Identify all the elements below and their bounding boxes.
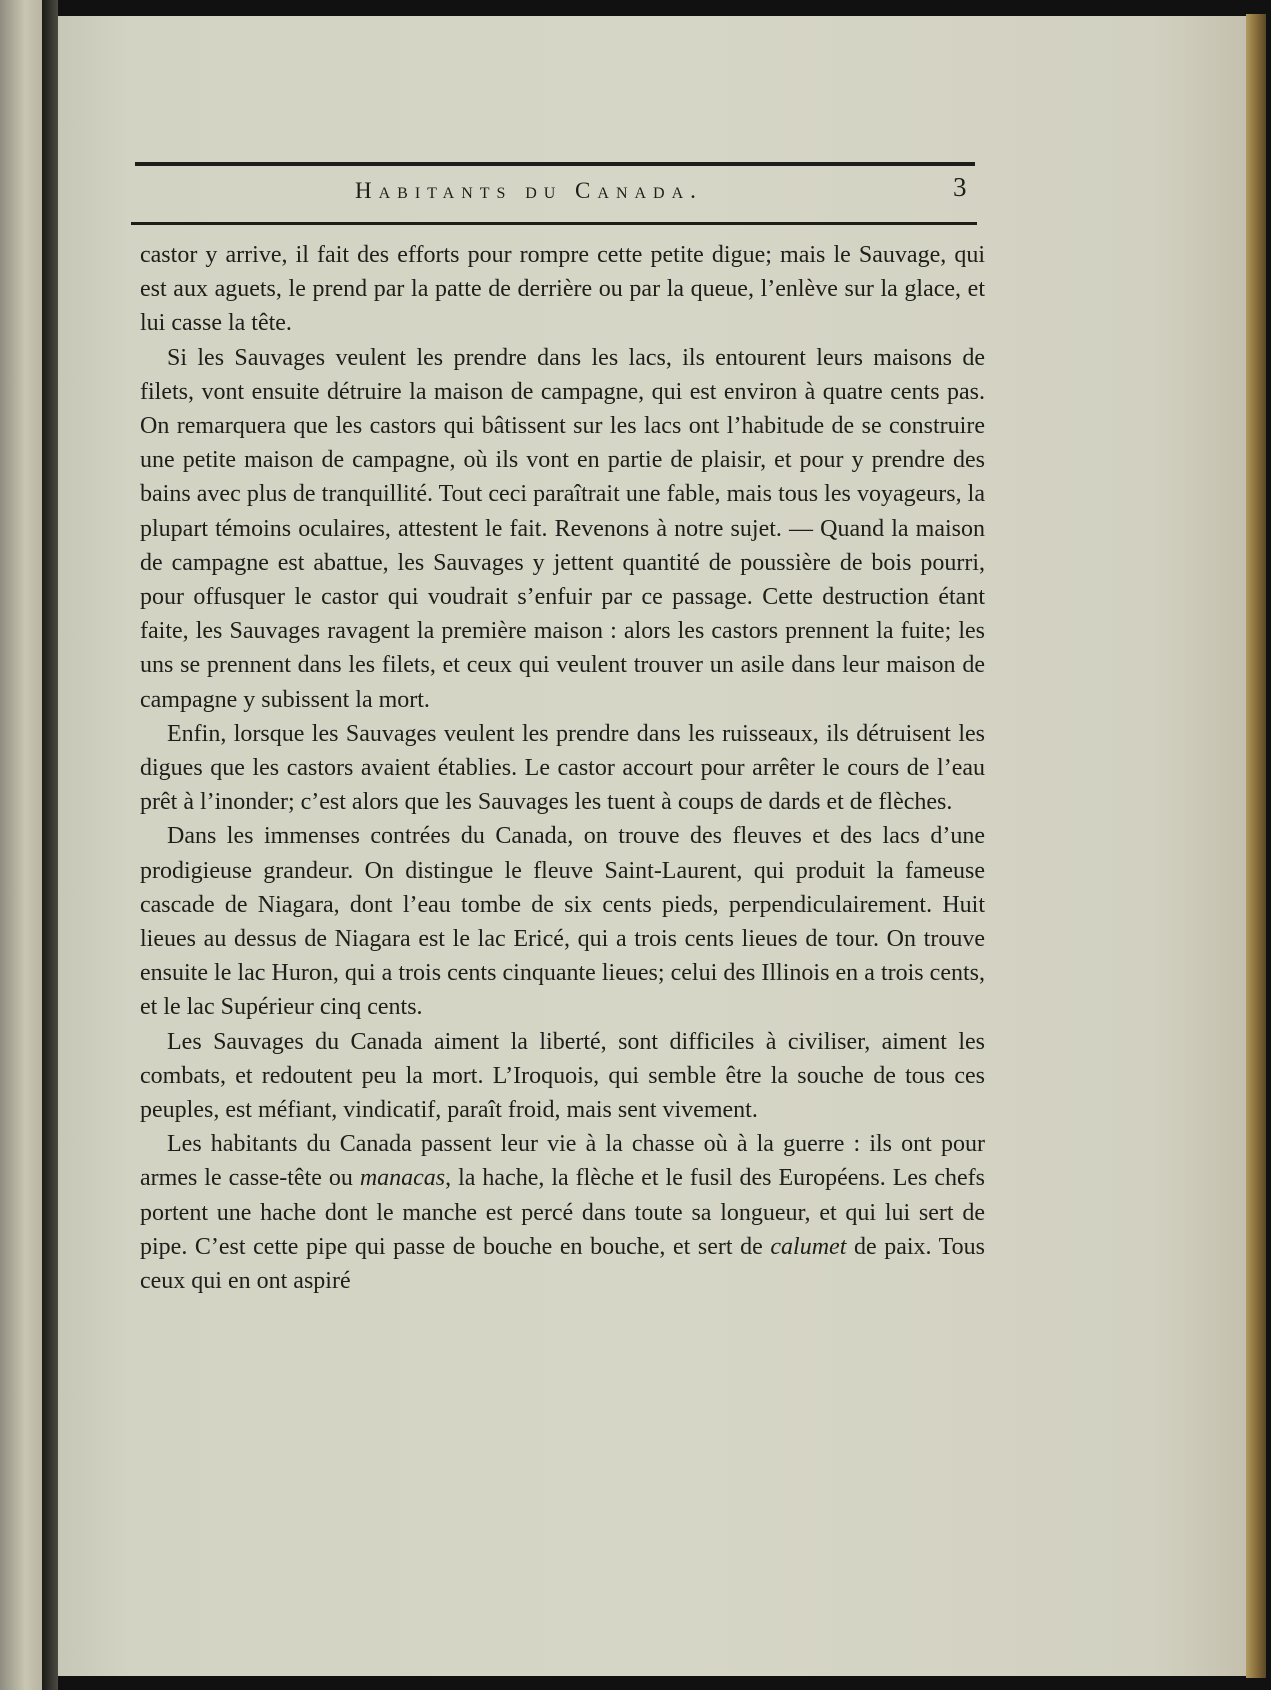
paragraph-1: castor y arrive, il fait des efforts pour rompre cette petite digue; mais le Sauvage, qui est aux aguets, le prend par la patte de derrière ou par la queue, l’enlève sur la glace, et lui casse la tête.	[140, 242, 985, 337]
page-number: 3	[953, 172, 967, 202]
header-rule-top	[135, 162, 975, 166]
facing-page-edge	[0, 0, 42, 1690]
book-gutter	[42, 0, 58, 1690]
paragraph-6	[140, 1127, 985, 1298]
page-fore-edge	[1246, 14, 1266, 1678]
paragraph-4: Dans les immenses contrées du Canada, on trouve des fleuves et des lacs d’une prodigieuse grandeur. On distingue le fleuve Saint-Laurent, qui produit la fameuse cascade de Niagara, dont l’eau tombe de six cents pieds, perpendiculairement. Huit lieues au dessus de Niagara est le lac Ericé, qui a trois cents lieues de tour. On trouve ensuite le lac Huron, qui a trois cents cinquante lieues; celui des Illinois en a trois cents, et le lac Supérieur cinq cents.	[140, 823, 985, 1021]
paragraph-2: Si les Sauvages veulent les prendre dans les lacs, ils entourent leurs maisons de filets, vont ensuite détruire la maison de campagne, qui est environ à quatre cents pas. On remarquera que les castors qui bâtissent sur les lacs ont l’habitude de se construire une petite maison de campagne, où ils vont en partie de plaisir, et pour y prendre des bains avec plus de tranquillité. Tout ceci paraîtrait une fable, mais tous les voyageurs, la plupart témoins oculaires, attestent le fait. Revenons à notre sujet. — Quand la maison de campagne est abattue, les Sauvages y jettent quantité de poussière de bois pourri, pour offusquer le castor qui voudrait s’enfuir par ce passage. Cette destruction étant faite, les Sauvages ravagent la première maison : alors les castors prennent la fuite; les uns se prennent dans les filets, et ceux qui veulent trouver un asile dans leur maison de campagne y subissent la mort.	[140, 344, 985, 713]
header-rule-bottom	[131, 222, 977, 225]
running-header	[135, 160, 975, 228]
running-title: Habitants du Canada.	[355, 178, 703, 203]
paragraph-6-text-c: de paix. Tous ceux qui en ont aspiré	[140, 1233, 985, 1295]
italic-term-manacas: manacas	[359, 1165, 446, 1192]
body-text	[140, 238, 985, 1298]
paragraph-5: Les Sauvages du Canada aiment la liberté, sont difficiles à civiliser, aiment les combats, et redoutent peu la mort. L’Iroquois, qui semble être la souche de tous ces peuples, est méfiant, vindicatif, paraît froid, mais sent vivement.	[140, 1028, 985, 1124]
paragraph-6-text-b: , la hache, la flèche et le fusil des Européens. Les chefs portent une hache dont le manche est percé dans toute sa longueur, et qui lui sert de pipe. C’est cette pipe qui passe de bouche en bouche, et sert de	[140, 1165, 985, 1260]
italic-term-calumet: calumet	[770, 1233, 847, 1260]
paragraph-3: Enfin, lorsque les Sauvages veulent les prendre dans les ruisseaux, ils détruisent les digues que les castors avaient établies. Le castor accourt pour arrêter le cours de l’eau prêt à l’inonder; c’est alors que les Sauvages les tuent à coups de dards et de flèches.	[140, 720, 985, 816]
paragraph-6-text-a: Les habitants du Canada passent leur vie à la chasse où à la guerre : ils ont pour armes le casse-tête ou	[140, 1131, 985, 1192]
